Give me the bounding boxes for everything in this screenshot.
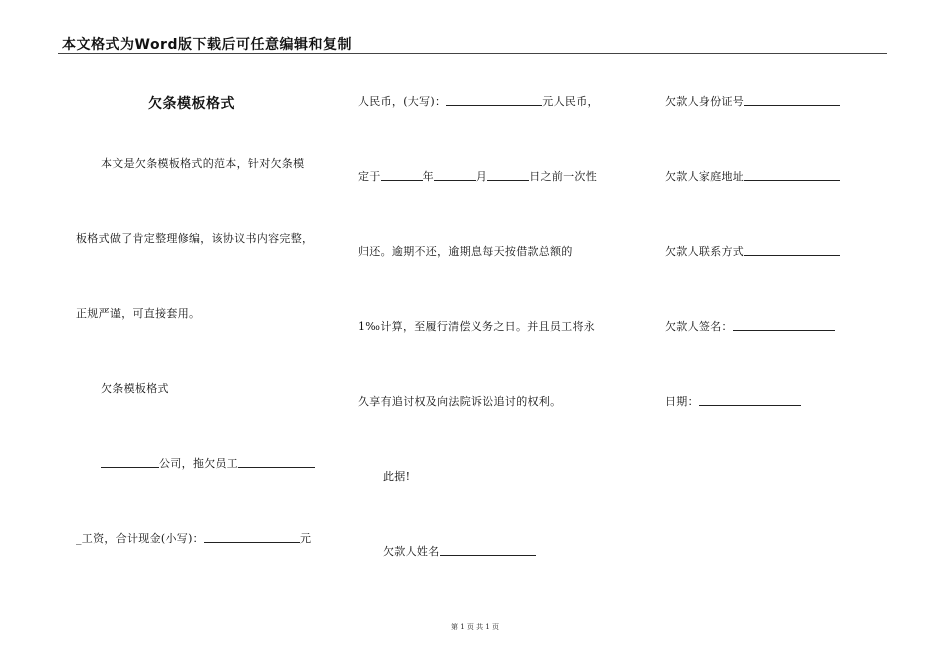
document-header: 本文格式为Word版下载后可任意编辑和复制 [62, 37, 352, 53]
rmb-amount-blank [446, 94, 542, 106]
address-line [665, 168, 840, 184]
closing-text: 此据! [383, 470, 411, 483]
date-label: 日期： [665, 395, 699, 408]
due-date-line [358, 168, 597, 184]
rmb-line [358, 93, 599, 109]
rights-line: 久享有追讨权及向法院诉讼追讨的权利。 [358, 395, 562, 408]
contact-line [665, 243, 840, 259]
date-line [665, 393, 801, 409]
wage-amount-blank [204, 531, 300, 543]
company-line [101, 455, 315, 471]
header-rule [58, 53, 887, 54]
id-number-line [665, 93, 840, 109]
rmb-line-suffix: 元人民币， [542, 95, 599, 108]
id-number-label: 欠款人身份证号 [665, 95, 745, 108]
signature-label: 欠款人签名： [665, 320, 733, 333]
company-blank [101, 456, 159, 468]
due-date-prefix: 定于 [358, 170, 381, 183]
id-number-blank [744, 94, 840, 106]
page-footer: 第 1 页 共 1 页 [450, 623, 500, 631]
rmb-line-prefix: 人民币，(大写)： [358, 95, 447, 108]
debtor-name-label: 欠款人姓名 [383, 545, 440, 558]
document-title: 欠条模板格式 [148, 96, 235, 112]
wage-line-prefix: _工资，合计现金(小写)： [76, 532, 204, 545]
address-label: 欠款人家庭地址 [665, 170, 745, 183]
signature-line [665, 318, 835, 334]
date-blank [699, 394, 801, 406]
section-subtitle: 欠条模板格式 [101, 382, 169, 395]
contact-label: 欠款人联系方式 [665, 245, 745, 258]
employee-blank [238, 456, 315, 468]
repay-line: 归还。逾期不还，逾期息每天按借款总额的 [358, 245, 573, 258]
interest-line: 1‰计算，至履行清偿义务之日。并且员工将永 [358, 320, 596, 333]
day-blank [487, 169, 529, 181]
debtor-name-blank [440, 544, 536, 556]
intro-line-3: 正规严谨，可直接套用。 [76, 307, 201, 320]
address-blank [744, 169, 840, 181]
month-label: 月 [475, 170, 488, 183]
intro-line-2: 板格式做了肯定整理修编，该协议书内容完整， [76, 232, 314, 245]
year-label: 年 [422, 170, 434, 183]
company-line-text: 公司，拖欠员工 [159, 457, 239, 470]
year-blank [381, 169, 423, 181]
wage-line [76, 530, 311, 546]
debtor-name-line [383, 543, 536, 559]
wage-line-suffix: 元 [299, 532, 312, 545]
due-date-suffix: 日之前一次性 [529, 170, 598, 183]
contact-blank [744, 244, 840, 256]
signature-blank [733, 319, 835, 331]
intro-line-1: 本文是欠条模板格式的范本，针对欠条模 [101, 157, 305, 170]
month-blank [434, 169, 476, 181]
